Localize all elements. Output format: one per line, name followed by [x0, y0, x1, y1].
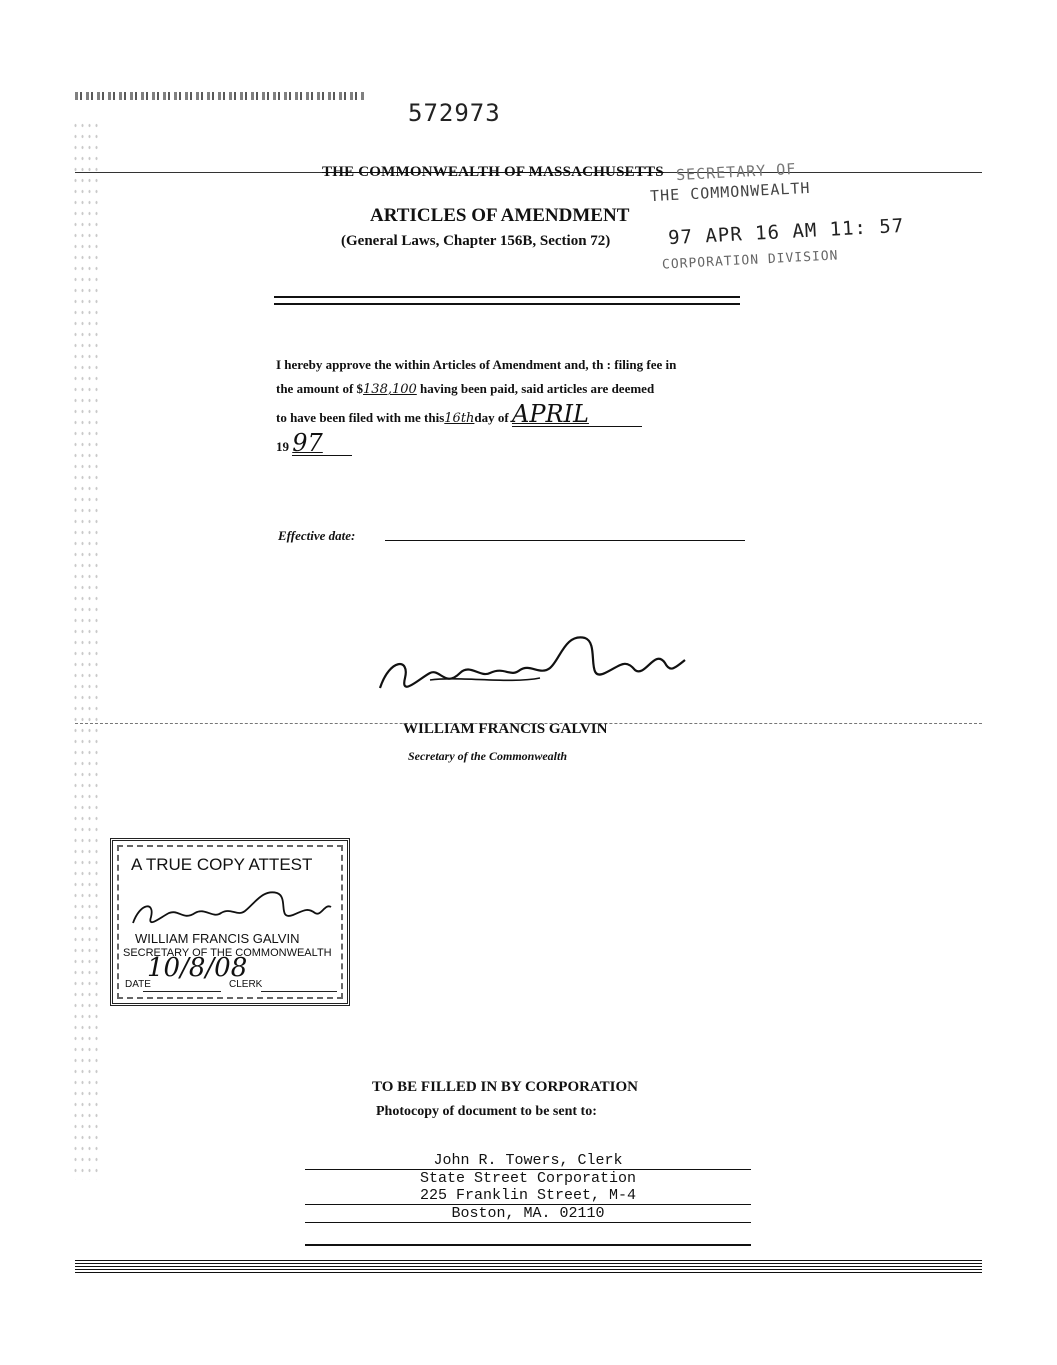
jurisdiction-heading: THE COMMONWEALTH OF MASSACHUSETTS	[322, 164, 664, 180]
true-copy-attest-stamp	[110, 838, 350, 1006]
attest-signature	[125, 883, 335, 931]
approval-line-4	[276, 431, 776, 459]
scan-speckle	[72, 120, 102, 1180]
address-bottom-rule	[305, 1244, 751, 1246]
document-number: 572973	[408, 99, 501, 127]
approval-paragraph	[276, 353, 776, 459]
approval-line-2	[276, 377, 776, 402]
filing-stamp-line2: THE COMMONWEALTH	[649, 178, 811, 206]
address-line-1: John R. Towers, Clerk	[305, 1152, 751, 1170]
filing-stamp-line1: SECRETARY OF	[675, 159, 797, 185]
title-rule-bottom	[274, 303, 740, 305]
document-title: ARTICLES OF AMENDMENT	[370, 205, 630, 226]
filing-stamp-date: 97 APR 16 AM 11: 57	[667, 214, 905, 250]
address-line-4: Boston, MA. 02110	[305, 1205, 751, 1223]
address-line-2: State Street Corporation	[419, 1170, 637, 1187]
attest-clerk-label: CLERK	[229, 979, 263, 990]
filing-month: APRIL	[512, 402, 642, 427]
approval-line-1: I hereby approve the within Articles of Amendment and, th : filing fee in	[276, 357, 677, 372]
filing-stamp-division: CORPORATION DIVISION	[661, 248, 839, 273]
return-address	[305, 1152, 751, 1223]
signer-name: WILLIAM FRANCIS GALVIN	[403, 721, 608, 737]
title-rule-top	[274, 296, 740, 298]
filing-day: 16th	[444, 411, 475, 426]
fee-amount: 138,100	[363, 382, 417, 397]
corporation-subheading: Photocopy of document to be sent to:	[376, 1104, 597, 1119]
attest-name: WILLIAM FRANCIS GALVIN	[135, 931, 300, 946]
approval-amount-label: the amount of $	[276, 381, 364, 396]
secretary-signature	[370, 618, 700, 708]
effective-date-line	[385, 540, 745, 541]
approval-deemed-text: having been paid, said articles are deemed	[416, 381, 655, 396]
address-line-3: 225 Franklin Street, M-4	[305, 1187, 751, 1205]
approval-line-3	[276, 402, 776, 431]
scan-noise	[75, 92, 365, 100]
approval-dayof-text: day of	[474, 410, 509, 425]
attest-date-value: 10/8/08	[147, 953, 248, 983]
signer-title: Secretary of the Commonwealth	[408, 749, 567, 763]
attest-heading: A TRUE COPY ATTEST	[131, 855, 313, 874]
filing-year: 97	[292, 431, 352, 456]
year-prefix: 19	[276, 439, 289, 454]
effective-date-label: Effective date:	[278, 528, 356, 543]
attest-title: SECRETARY OF THE COMMONWEALTH	[123, 947, 332, 959]
attest-date-line	[143, 991, 221, 992]
document-subtitle: (General Laws, Chapter 156B, Section 72)	[341, 233, 611, 249]
attest-clerk-line	[261, 991, 337, 992]
approval-filed-text: to have been filed with me this	[276, 410, 445, 425]
scan-bottom-band	[75, 1260, 982, 1274]
attest-date-label: DATE	[125, 979, 151, 990]
corporation-heading: TO BE FILLED IN BY CORPORATION	[372, 1079, 639, 1095]
